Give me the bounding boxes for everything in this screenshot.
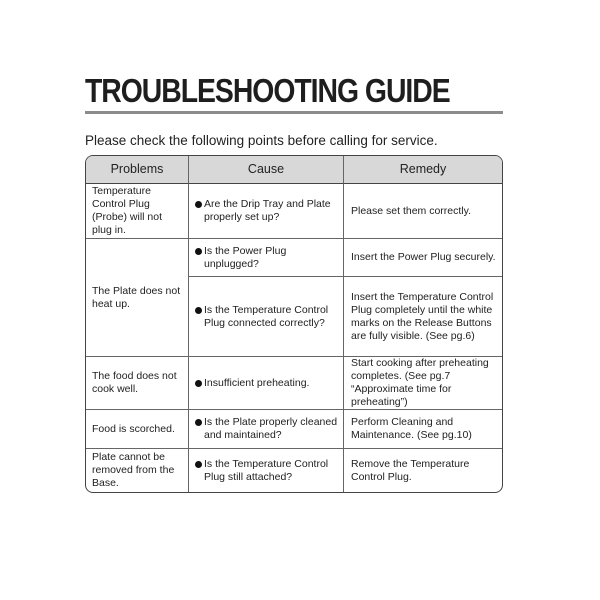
cause-text: Insufficient preheating. — [204, 376, 310, 389]
remedy-cell: Insert the Power Plug securely. — [344, 239, 502, 277]
cause-text: Is the Plate properly cleaned and maintained? — [204, 416, 338, 441]
header-problems: Problems — [86, 156, 189, 184]
problem-cell: The food does not cook well. — [86, 357, 189, 410]
bullet-icon — [195, 461, 202, 468]
cause-cell — [189, 410, 344, 449]
page-title: TROUBLESHOOTING GUIDE — [85, 72, 450, 109]
intro-text: Please check the following points before calling for service. — [85, 133, 438, 148]
cause-text: Is the Temperature Control Plug connected correctly? — [204, 303, 329, 329]
cause-cell — [189, 239, 344, 277]
troubleshooting-table — [85, 155, 503, 493]
remedy-cell: Insert the Temperature Control Plug completely until the white marks on the Release Buttons are fully visible. (See pg.6) — [344, 277, 502, 357]
problem-cell: The Plate does not heat up. — [86, 239, 189, 357]
remedy-cell: Remove the Temperature Control Plug. — [351, 457, 470, 483]
remedy-cell: Start cooking after preheating completes. (See pg.7 “Approximate time for preheating”) — [344, 357, 502, 410]
problem-cell: Plate cannot be removed from the Base. — [86, 449, 189, 492]
cause-cell — [189, 449, 344, 492]
header-cause: Cause — [189, 156, 344, 184]
cause-text: Are the Drip Tray and Plate properly set up? — [204, 198, 331, 223]
remedy-cell: Perform Cleaning and Maintenance. (See pg.10) — [344, 410, 502, 449]
problem-cell: Food is scorched. — [86, 410, 189, 449]
cause-cell — [189, 277, 344, 357]
bullet-icon — [195, 248, 202, 255]
header-remedy: Remedy — [344, 156, 502, 184]
bullet-icon — [195, 201, 202, 208]
title-underline — [85, 111, 503, 114]
cause-text: Is the Power Plug unplugged? — [204, 244, 287, 270]
cause-cell — [189, 357, 344, 410]
cause-cell — [189, 184, 344, 239]
bullet-icon — [195, 419, 202, 426]
cause-text: Is the Temperature Control Plug still attached? — [204, 457, 329, 483]
bullet-icon — [195, 380, 202, 387]
bullet-icon — [195, 307, 202, 314]
remedy-cell: Please set them correctly. — [344, 184, 502, 239]
problem-cell: Temperature Control Plug (Probe) will not plug in. — [86, 184, 189, 239]
